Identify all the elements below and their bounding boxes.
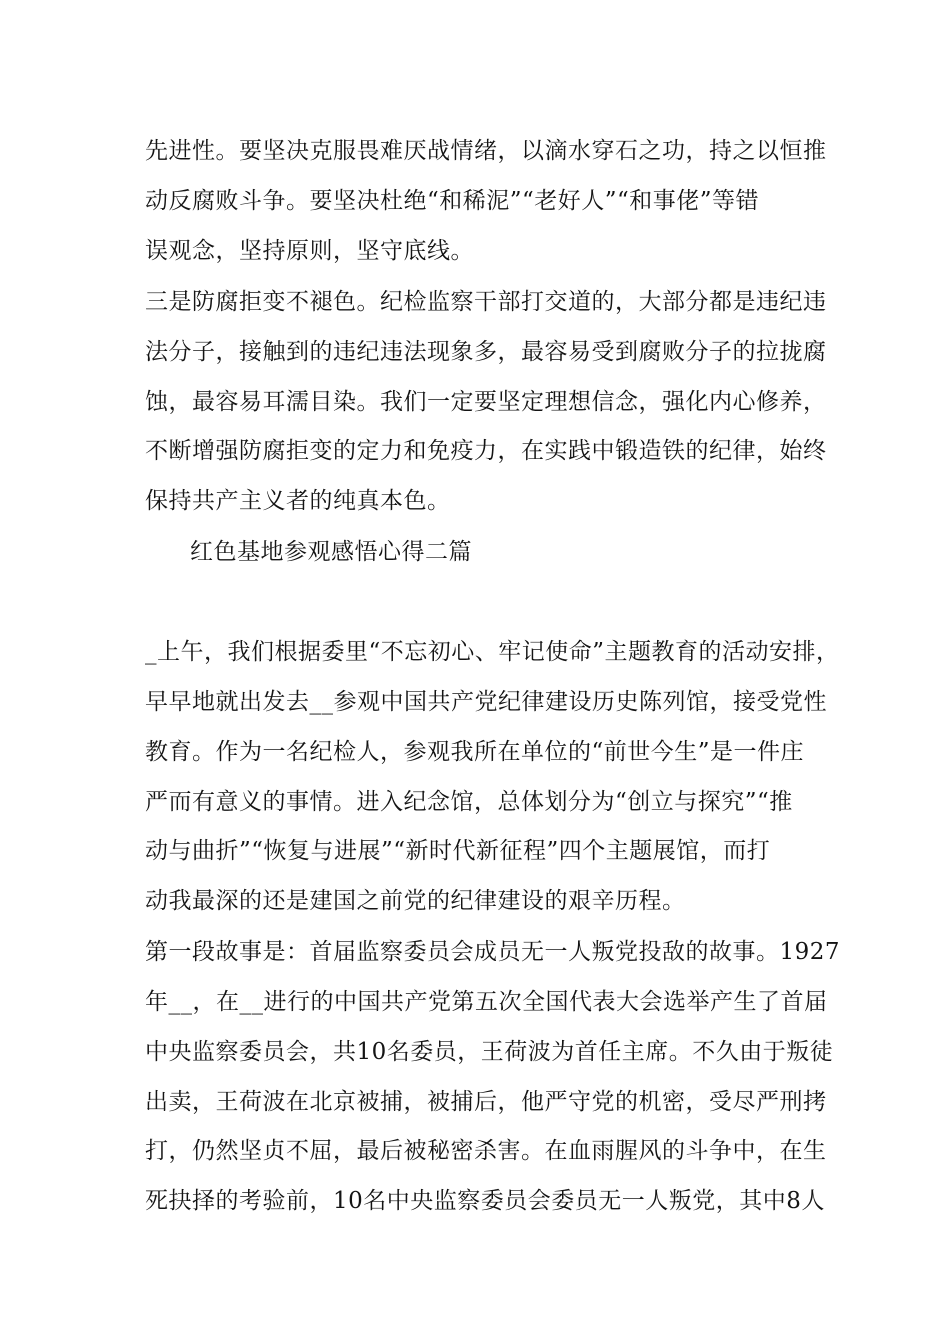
text-line: 死抉择的考验前，10名中央监察委员会委员无一人叛党，其中8人 <box>145 1188 825 1214</box>
text-line: 三是防腐拒变不褪色。纪检监察干部打交道的，大部分都是违纪违 <box>145 289 827 315</box>
text-line: 法分子，接触到的违纪违法现象多，最容易受到腐败分子的拉拢腐 <box>145 339 827 365</box>
text-line: 年__，在__进行的中国共产党第五次全国代表大会选举产生了首届 <box>145 989 828 1015</box>
text-line: _上午，我们根据委里“不忘初心、牢记使命”主题教育的活动安排， <box>145 639 840 665</box>
text-line: 动我最深的还是建国之前党的纪律建设的艰辛历程。 <box>145 888 686 914</box>
text-line: 先进性。要坚决克服畏难厌战情绪，以滴水穿石之功，持之以恒推 <box>145 138 827 164</box>
text-line: 误观念，坚持原则，坚守底线。 <box>145 238 474 264</box>
text-line: 第一段故事是：首届监察委员会成员无一人叛党投敌的故事。1927 <box>145 939 841 965</box>
text-line: 早早地就出发去__参观中国共产党纪律建设历史陈列馆，接受党性 <box>145 689 827 715</box>
text-line: 教育。作为一名纪检人，参观我所在单位的“前世今生”是一件庄 <box>145 739 805 765</box>
text-line: 蚀，最容易耳濡目染。我们一定要坚定理想信念，强化内心修养， <box>145 389 827 415</box>
text-line: 不断增强防腐拒变的定力和免疫力，在实践中锻造铁的纪律，始终 <box>145 438 827 464</box>
text-line: 动与曲折”“恢复与进展”“新时代新征程”四个主题展馆，而打 <box>145 838 771 864</box>
text-line: 中央监察委员会，共10名委员，王荷波为首任主席。不久由于叛徒 <box>145 1039 834 1065</box>
text-line: 动反腐败斗争。要坚决杜绝“和稀泥”“老好人”“和事佬”等错 <box>145 188 760 214</box>
text-line: 出卖，王荷波在北京被捕，被捕后，他严守党的机密，受尽严刑拷 <box>145 1089 827 1115</box>
section-heading: 红色基地参观感悟心得二篇 <box>190 539 472 565</box>
text-line: 严而有意义的事情。进入纪念馆，总体划分为“创立与探究”“推 <box>145 789 793 815</box>
text-line: 保持共产主义者的纯真本色。 <box>145 488 451 514</box>
text-line: 打，仍然坚贞不屈，最后被秘密杀害。在血雨腥风的斗争中，在生 <box>145 1138 827 1164</box>
